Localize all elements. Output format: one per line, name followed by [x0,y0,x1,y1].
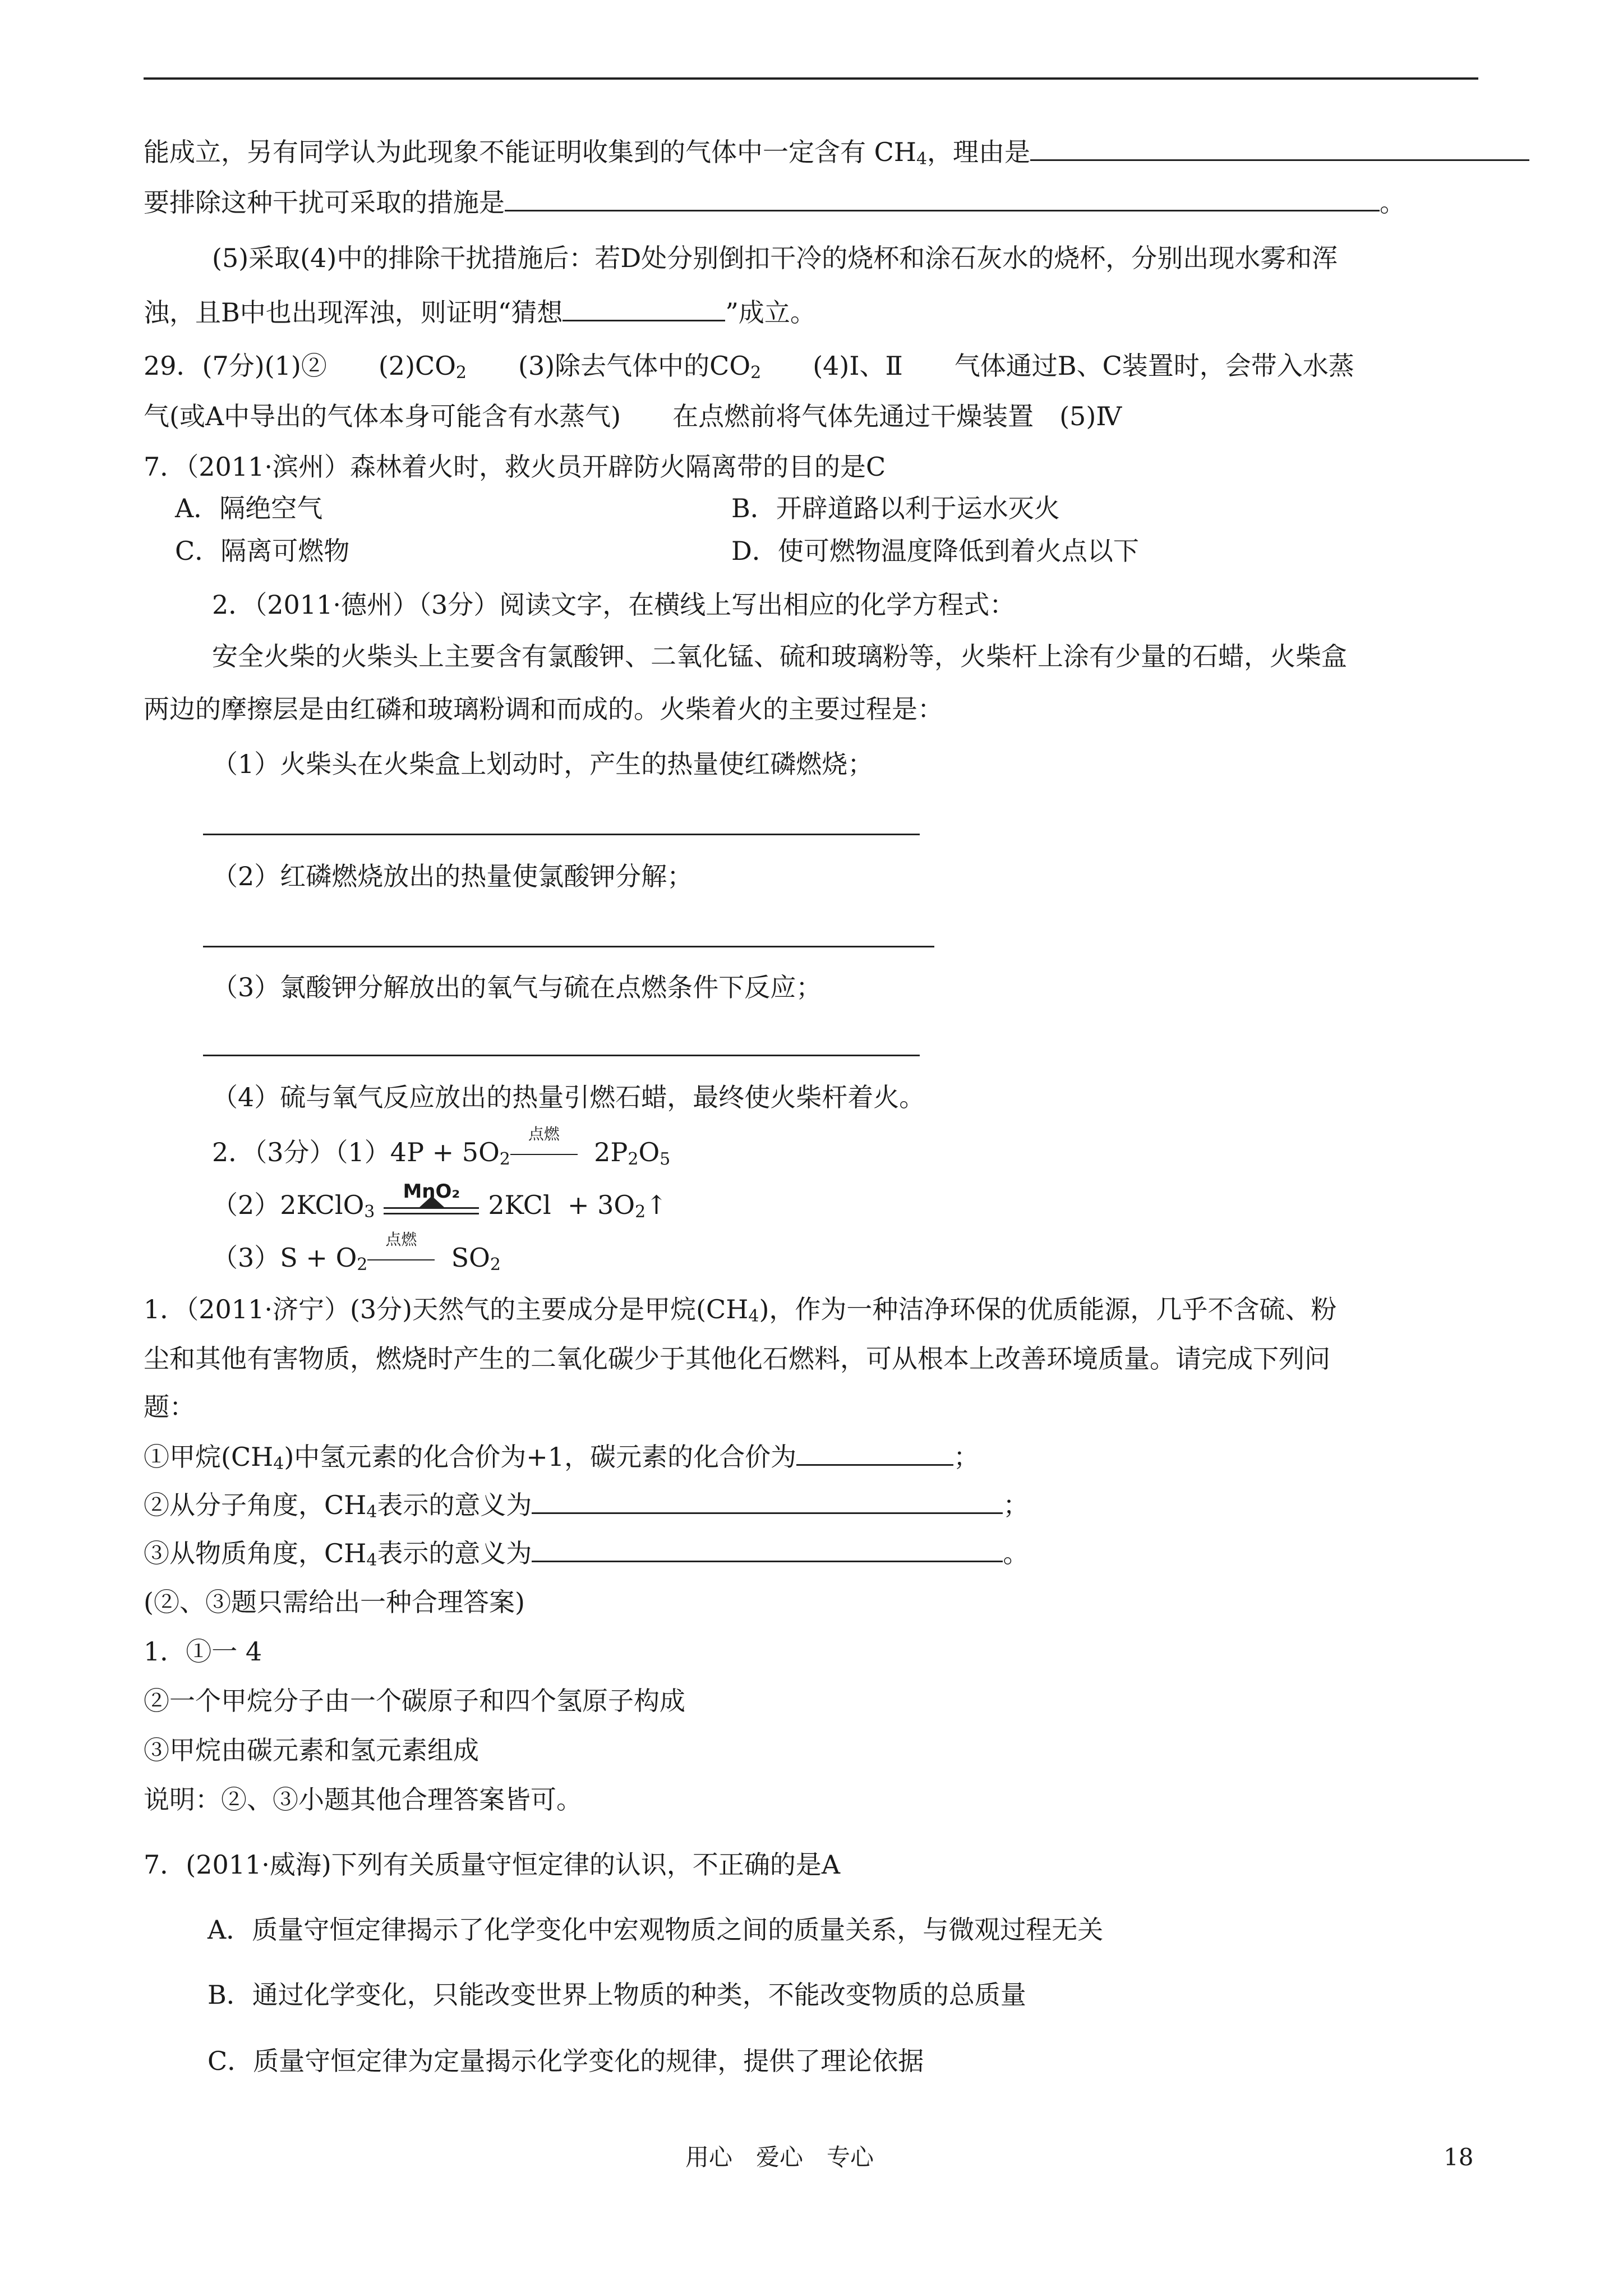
option-b: B．开辟道路以利于运水灭火 [731,493,1060,523]
answer-29-line-2: 气(或A中导出的气体本身可能含有水蒸气) 在点燃前将气体先通过干燥装置 (5)Ⅳ [144,401,1122,431]
condition-ignite: 点燃 [528,1125,560,1143]
condition-ignite: 点燃 [385,1230,417,1249]
answer-line-3[interactable] [203,1055,920,1056]
option-c: C．质量守恒定律为定量揭示化学变化的规律，提供了理论依据 [208,2046,924,2076]
answer-blank[interactable] [796,1439,953,1466]
header-rule [144,77,1478,80]
question-1-item-1: ①甲烷$(CH_4)$中氢元素的化合价为+1，碳元素的化合价为 ； [144,1439,979,1474]
question-2-dezhou: 2．（2011·德州）（3分）阅读文字，在横线上写出相应的化学方程式： [212,590,1016,620]
answer-29-line-1: 29．(7分)(1)② $(2)CO_2$ (3)除去气体中的$CO_2$ (4)Ⅰ、Ⅱ 气体通过B、C装置时，会带入水蒸 [144,351,1354,383]
answer-1-line-2: ②一个甲烷分子由一个碳原子和四个氢原子构成 [144,1686,685,1716]
sub-question-2: （2）红磷燃烧放出的热量使氯酸钾分解； [212,861,693,891]
answer-line-2[interactable] [203,946,934,947]
gas-arrow-icon: ↑ [645,1190,667,1220]
option-d: D．使可燃物温度降低到着火点以下 [731,536,1139,566]
q28-line-2: 要排除这种干扰可采取的措施是 。 [144,185,1405,219]
answer-2-eq-1: 2．（3分）$(1)4P + 5O_2$ 点燃 $2P_2O_5$ [212,1125,671,1169]
option-a: A．质量守恒定律揭示了化学变化中宏观物质之间的质量关系，与微观过程无关 [208,1915,1104,1945]
passage-line-2: 两边的摩擦层是由红磷和玻璃粉调和而成的。火柴着火的主要过程是： [144,694,943,724]
answer-line-1[interactable] [203,834,920,835]
q28-line-1: 能成立，另有同学认为此现象不能证明收集到的气体中一定含有 $CH_4$，理由是 [144,135,1529,169]
option-c: C．隔离可燃物 [175,536,350,566]
question-1-item-3: ③从物质角度，$CH_4$表示的意义为 。 [144,1536,1029,1570]
sub-question-3: （3）氯酸钾分解放出的氧气与硫在点燃条件下反应； [212,972,822,1002]
passage-line-1: 安全火柴的火柴头上主要含有氯酸钾、二氧化锰、硫和玻璃粉等，火柴杆上涂有少量的石蜡，火柴盒 [212,641,1347,671]
question-1-jining-line-1: 1．（2011·济宁）(3分)天然气的主要成分是甲烷$(CH_4)$，作为一种洁净环保的优质能源，几乎不含硫、粉 [144,1294,1337,1326]
question-7-binzhou: 7．（2011·滨州）森林着火时，救火员开辟防火隔离带的目的是C [144,452,886,482]
page-number: 18 [1444,2143,1474,2171]
footer-motto: 用心 爱心 专心 [685,2143,874,2171]
heat-triangle-icon [419,1196,444,1207]
catalyst-arrow [384,1180,479,1222]
sub-question-4: （4）硫与氧气反应放出的热量引燃石蜡，最终使火柴杆着火。 [212,1082,925,1112]
answer-1-line-3: ③甲烷由碳元素和氢元素组成 [144,1735,479,1765]
answer-blank[interactable] [532,1536,1003,1562]
question-1-jining-line-2: 尘和其他有害物质，燃烧时产生的二氧化碳少于其他化石燃料，可从根本上改善环境质量。请完成下列问 [144,1343,1330,1374]
sub-question-1: （1）火柴头在火柴盒上划动时，产生的热量使红磷燃烧； [212,749,874,779]
q28-line-4: 浊，且B中也出现浑浊，则证明“猜想 ”成立。 [144,295,816,329]
option-b: B．通过化学变化，只能改变世界上物质的种类，不能改变物质的总质量 [208,1980,1026,2010]
answer-2-eq-2: （2）2KClO$_3$ MnO₂ $2KCl + 3O_2↑$ [212,1180,667,1222]
q28-line-3: (5)采取(4)中的排除干扰措施后：若D处分别倒扣干冷的烧杯和涂石灰水的烧杯，分别出现水雾和浑 [212,243,1338,273]
answer-blank[interactable] [532,1488,1003,1514]
question-7-weihai: 7．(2011·威海)下列有关质量守恒定律的认识，不正确的是A [144,1849,841,1880]
answer-blank[interactable] [562,295,725,321]
question-1-jining-line-3: 题： [144,1392,195,1422]
option-a: A．隔绝空气 [175,493,323,523]
answer-2-eq-3: $(3)S + O_2$ 点燃 $SO_2$ [212,1230,501,1274]
question-1-note: (②、③题只需给出一种合理答案) [144,1587,525,1617]
answer-blank[interactable] [505,185,1380,211]
question-1-item-2: ②从分子角度，$CH_4$表示的意义为 ； [144,1488,1029,1522]
catalyst-label: MnO₂ [403,1180,460,1203]
answer-blank[interactable] [1030,135,1529,161]
answer-1-line-1: 1．①一 4 [144,1636,262,1667]
answer-1-note: 说明：②、③小题其他合理答案皆可。 [144,1784,582,1815]
